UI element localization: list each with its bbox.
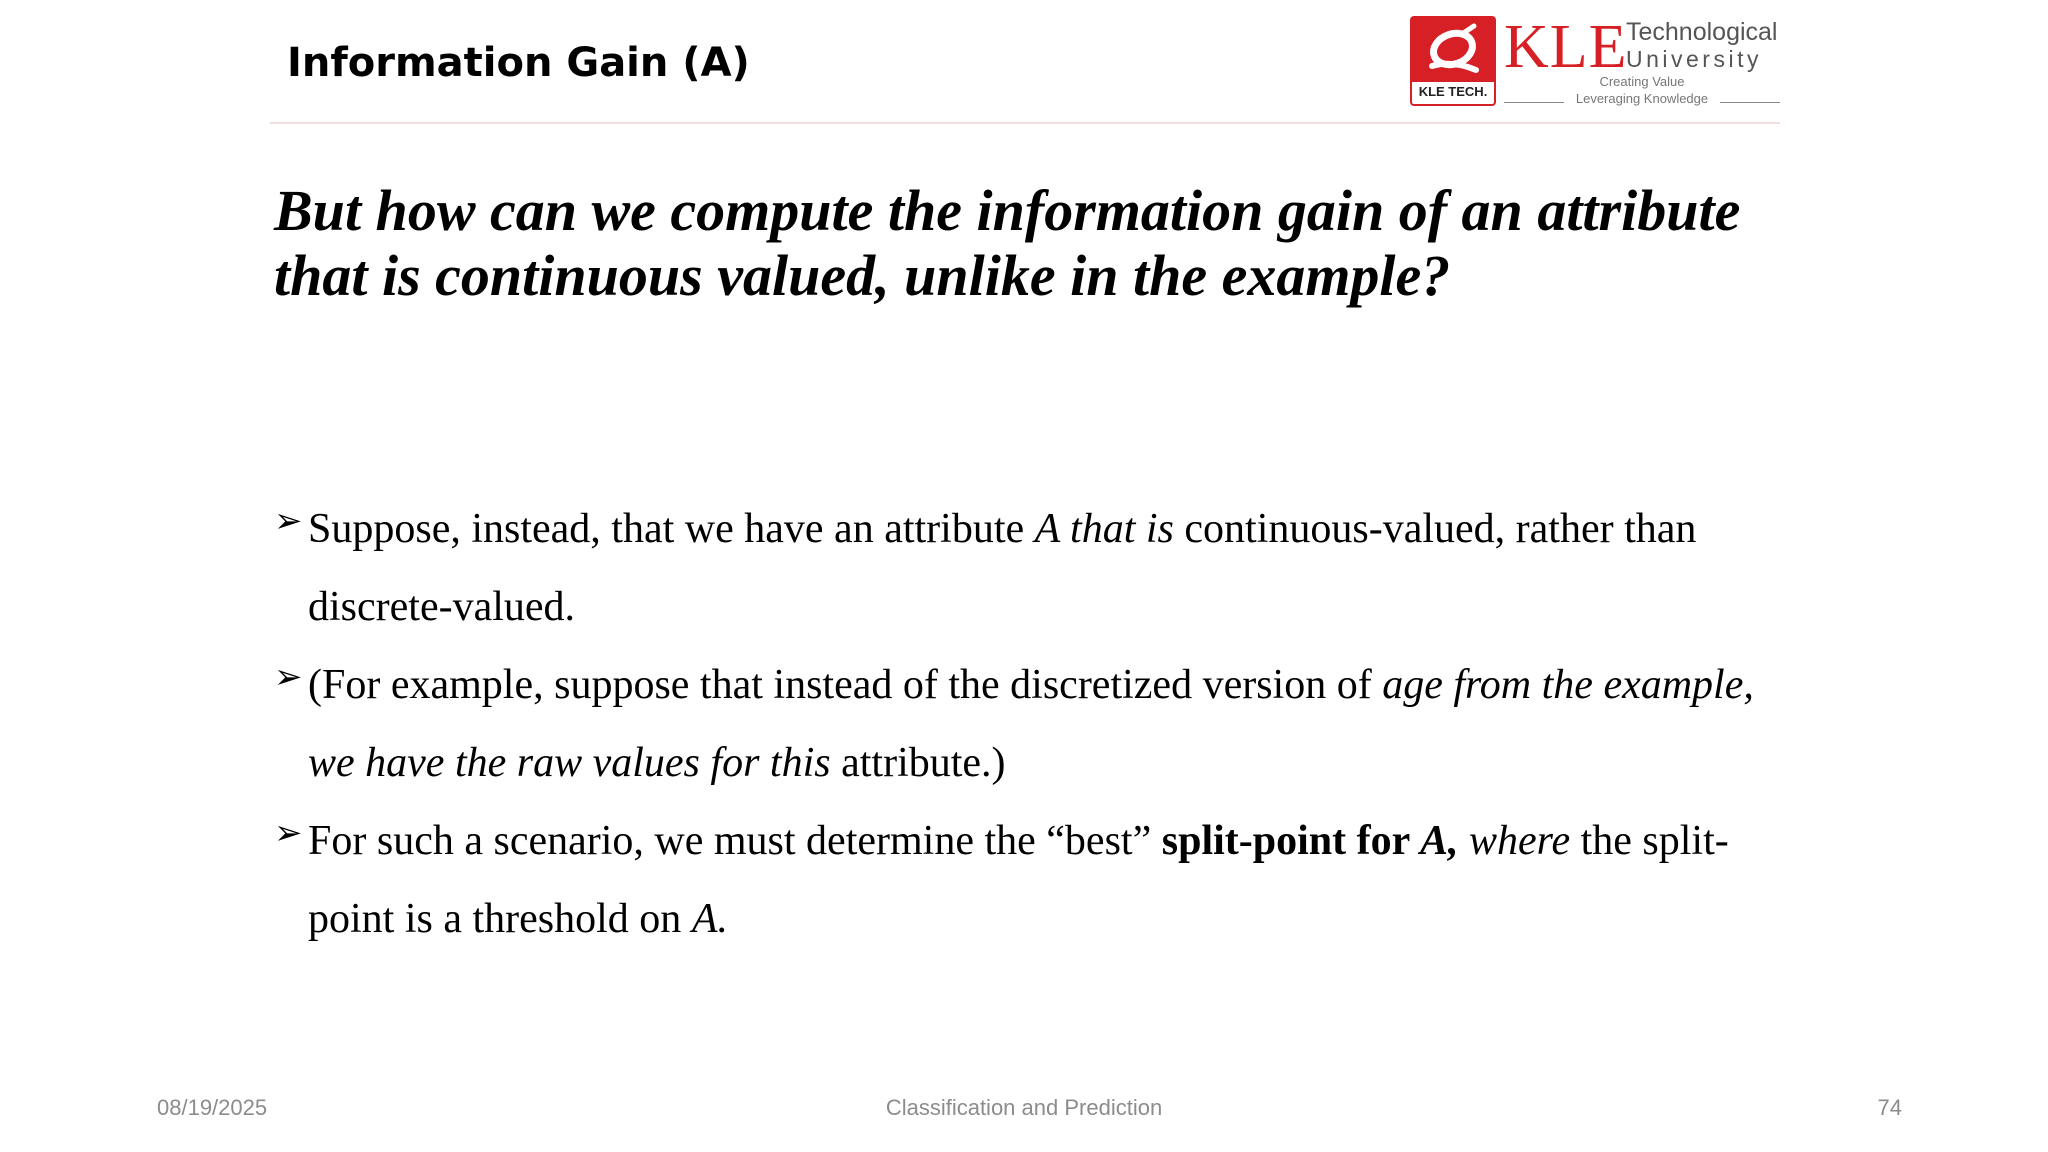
bullet-item [274, 490, 1774, 646]
logo-line2: University [1626, 46, 1762, 72]
bullet-item [274, 802, 1774, 958]
bullet-text-italic: A. [691, 896, 728, 942]
arrowhead-bullet-icon: ➢ [274, 813, 303, 853]
bullet-text: continuous-valued, rather than discrete-valued. [308, 506, 1697, 630]
page-number: 74 [1877, 1095, 1902, 1120]
bullet-text-bold: split-point for [1161, 818, 1420, 864]
question-heading: But how can we compute the information gain of an attribute that is continuous valued, unlike in the example? [274, 178, 1741, 308]
footer-date: 08/19/2025 [157, 1095, 268, 1120]
bullet-text: attribute.) [841, 740, 1006, 786]
footer-title: Classification and Prediction [885, 1095, 1163, 1120]
logo-tag-rule-left [1504, 102, 1564, 103]
logo-badge [1410, 16, 1496, 106]
title-divider [270, 122, 1780, 124]
bullet-list [274, 490, 1774, 958]
logo-tagline1: Creating Value [1599, 74, 1685, 89]
arrowhead-bullet-icon: ➢ [274, 501, 303, 541]
kle-q-logo-icon [1422, 22, 1484, 80]
bullet-text: Suppose, instead, that we have an attribute [308, 506, 1035, 552]
bullet-text-italic: A that is [1034, 506, 1174, 552]
slide-title: Information Gain (A) [287, 40, 750, 86]
bullet-text: (For example, suppose that instead of the discretized version of [308, 662, 1383, 708]
logo-tag-rule-right [1720, 102, 1780, 103]
logo-name: KLE [1504, 13, 1628, 81]
bullet-text: the split-point is a threshold on [308, 818, 1729, 942]
bullet-text: For such a scenario, we must determine the “best” [308, 818, 1162, 864]
bullet-text-italic: age from the example, we have the raw values for this [308, 662, 1754, 786]
university-logo [1410, 13, 1782, 110]
bullet-text-bold-italic: A, [1420, 818, 1459, 864]
logo-badge-text: KLE TECH. [1418, 84, 1488, 99]
logo-tagline2: Leveraging Knowledge [1575, 91, 1709, 106]
bullet-item [274, 646, 1774, 802]
logo-line1: Technological [1626, 18, 1778, 46]
bullet-text-italic: where [1458, 818, 1571, 864]
arrowhead-bullet-icon: ➢ [274, 657, 303, 697]
